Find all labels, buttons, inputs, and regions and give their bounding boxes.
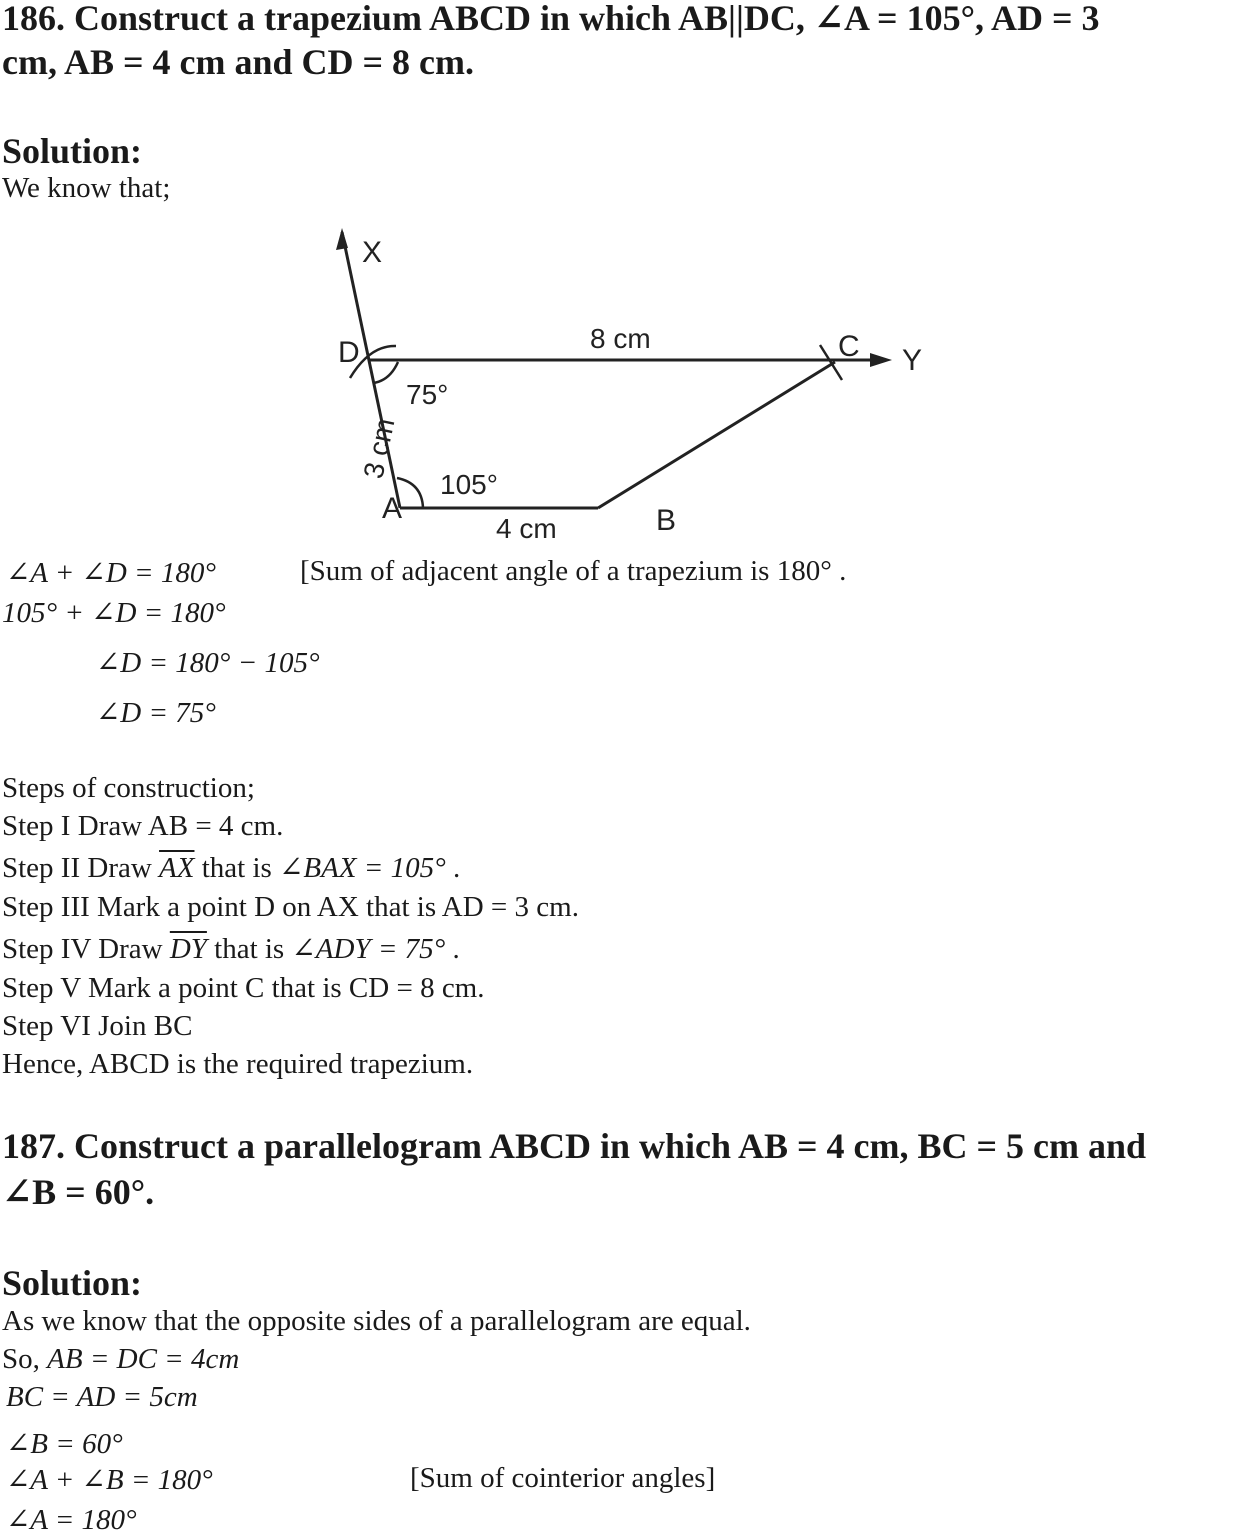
solution-187-intro: As we know that the opposite sides of a parallelogram are equal. [2,1305,751,1337]
overline-segment: $\overline{DY}$ [169,933,207,965]
step-item: Step III Mark a point D on AX that is AD = 3 cm. [2,891,579,923]
length-dc: 8 cm [590,323,651,354]
conclusion: Hence, ABCD is the required trapezium. [2,1048,474,1080]
solution-187-label: Solution: [2,1263,143,1303]
step-item: Step IV Draw $\overline{DY}$ that is ∠ADY = 75° . [2,933,460,965]
side-bc [598,362,835,508]
question-186-heading-line2: cm, AB = 4 cm and CD = 8 cm. [2,42,474,82]
angle-d-label: 75° [406,379,449,410]
label-x: X [362,236,383,269]
equation-expr: ∠A + ∠D = 180° [6,557,216,589]
step-item: Step V Mark a point C that is CD = 8 cm. [2,972,485,1004]
question-187-heading-line1: 187. Construct a parallelogram ABCD in which AB = 4 cm, BC = 5 cm and [2,1126,1147,1166]
equation-expr: ∠D = 75° [96,697,216,729]
solution-186-label: Solution: [2,131,143,171]
equation-note: [Sum of cointerior angles] [410,1462,716,1494]
equation-row [96,695,216,730]
equation-row: ∠A = 180° [6,1504,137,1536]
equation-row: ∠A + ∠B = 180° [6,1464,213,1496]
label-d: D [338,336,360,369]
label-b: B [656,504,677,537]
equation-row: ∠B = 60° [6,1428,123,1460]
step-item: Step VI Join BC [2,1010,193,1042]
label-c: C [838,330,860,363]
equation-expr: ∠D = 180° − 105° [96,647,320,679]
arrow-x-icon [336,228,348,250]
equation-note: [Sum of adjacent angle of a trapezium is 180° . [300,555,847,587]
step-item: Step II Draw $\overline{AX}$ that is ∠BAX = 105° . [2,852,461,884]
equation-row: BC = AD = 5cm [6,1381,198,1413]
question-187-heading-line2: ∠B = 60°. [2,1172,155,1212]
equation-row [6,555,216,590]
equation-expr: 105° + ∠D = 180° [2,597,226,629]
overline-segment: $\overline{AX}$ [159,852,195,884]
question-186-heading-line1: 186. Construct a trapezium ABCD in which AB||DC, ∠A = 105°, AD = 3 [2,0,1100,38]
trapezium-figure [330,200,950,550]
length-ad: 3 cm [357,415,401,482]
label-y: Y [902,344,923,377]
step-item: Step I Draw AB = 4 cm. [2,810,284,842]
length-ab: 4 cm [496,513,557,544]
angle-arc-d [374,362,398,383]
equation-row: So, AB = DC = 4cm [2,1343,240,1375]
steps-intro: Steps of construction; [2,772,255,804]
equation-row [96,645,320,680]
arrow-y-icon [870,353,892,367]
angle-a-label: 105° [440,469,498,500]
label-a: A [382,492,403,525]
equation-row [2,595,226,630]
solution-186-intro: We know that; [2,172,171,204]
